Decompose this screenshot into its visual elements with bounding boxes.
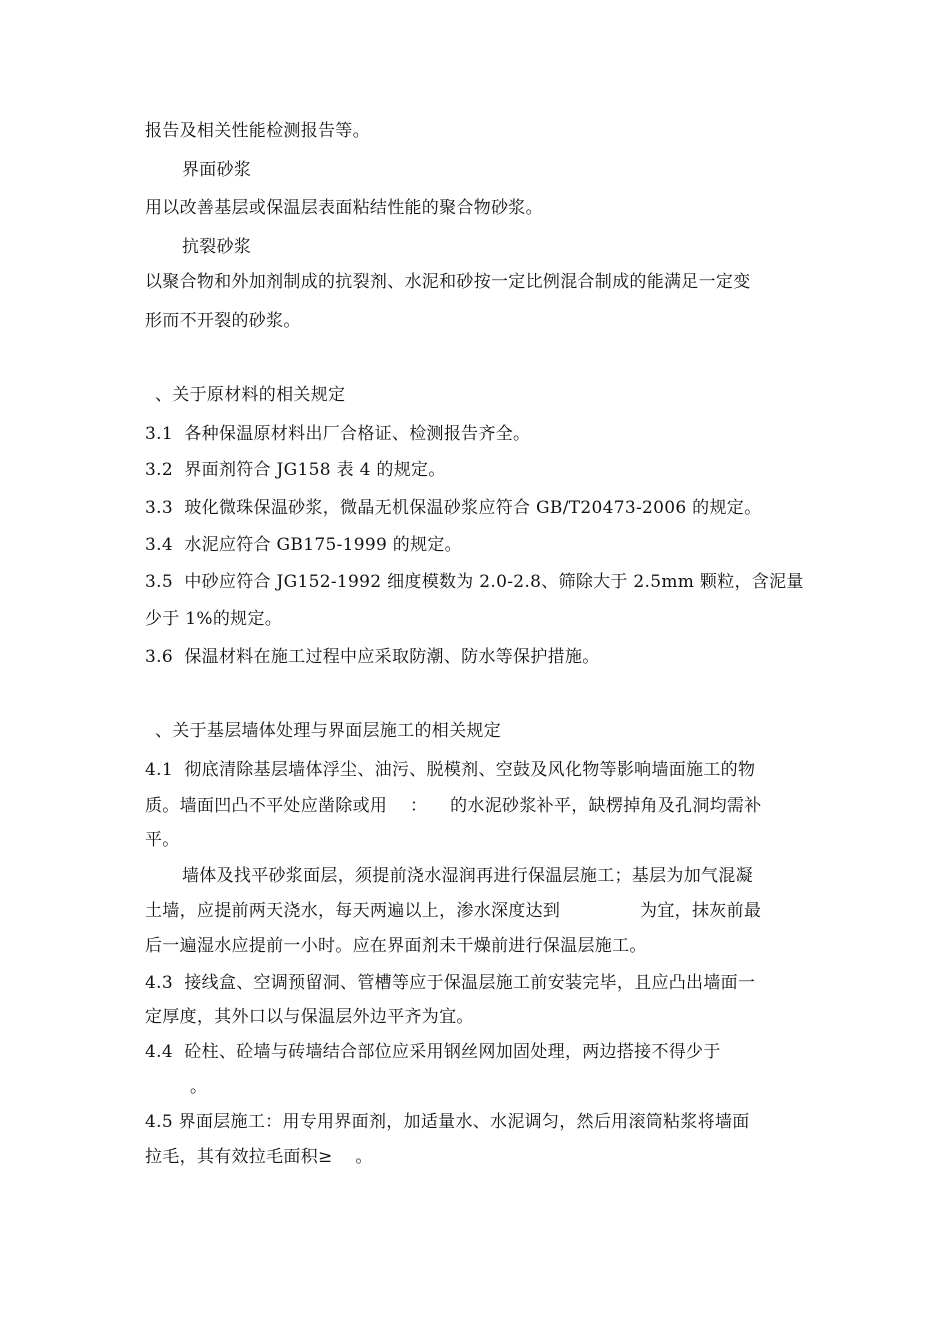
clause-line: 拉毛，其有效拉毛面积≥ 。 [145,1147,373,1167]
clause-line: 3.3 玻化微珠保温砂浆，微晶无机保温砂浆应符合 GB/T20473-2006 的规定。 [145,498,762,518]
clause-line: 墙体及找平砂浆面层，须提前浇水湿润再进行保温层施工；基层为加气混凝 [182,866,753,886]
clause-line: 3.4 水泥应符合 GB175-1999 的规定。 [145,535,462,555]
section-heading: 、关于基层墙体处理与界面层施工的相关规定 [155,721,501,741]
clause-line: 4.1 彻底清除基层墙体浮尘、油污、脱模剂、空鼓及风化物等影响墙面施工的物 [145,760,756,780]
paragraph-line: 报告及相关性能检测报告等。 [145,121,370,141]
clause-line: 后一遍湿水应提前一小时。应在界面剂未干燥前进行保温层施工。 [145,936,647,956]
section-heading: 、关于原材料的相关规定 [155,385,346,405]
paragraph-line: 以聚合物和外加剂制成的抗裂剂、水泥和砂按一定比例混合制成的能满足一定变 [145,272,751,292]
clause-line: 4.4 砼柱、砼墙与砖墙结合部位应采用钢丝网加固处理，两边搭接不得少于 [145,1042,721,1062]
clause-line: 3.6 保温材料在施工过程中应采取防潮、防水等保护措施。 [145,647,600,667]
term-heading: 界面砂浆 [182,160,252,180]
term-heading: 抗裂砂浆 [182,237,252,257]
paragraph-line: 用以改善基层或保温层表面粘结性能的聚合物砂浆。 [145,198,543,218]
clause-line: 土墙，应提前两天浇水，每天两遍以上，渗水深度达到 为宜，抹灰前最 [145,901,762,921]
clause-line: 4.5 界面层施工：用专用界面剂，加适量水、水泥调匀，然后用滚筒粘浆将墙面 [145,1112,750,1132]
clause-line: 4.3 接线盒、空调预留洞、管槽等应于保温层施工前安装完毕，且应凸出墙面一 [145,973,756,993]
paragraph-line: 形而不开裂的砂浆。 [145,311,301,331]
clause-line: 。 [190,1077,208,1097]
clause-line: 3.1 各种保温原材料出厂合格证、检测报告齐全。 [145,424,531,444]
clause-line: 3.5 中砂应符合 JG152-1992 细度模数为 2.0-2.8、筛除大于 2.5mm 颗粒，含泥量 [145,572,804,592]
clause-line: 平。 [145,830,180,850]
clause-line: 少于 1%的规定。 [145,609,283,629]
clause-line: 定厚度，其外口以与保温层外边平齐为宜。 [145,1007,474,1027]
clause-line: 质。墙面凹凸不平处应凿除或用 ： 的水泥砂浆补平，缺楞掉角及孔洞均需补 [145,796,762,816]
clause-line: 3.2 界面剂符合 JG158 表 4 的规定。 [145,460,446,480]
